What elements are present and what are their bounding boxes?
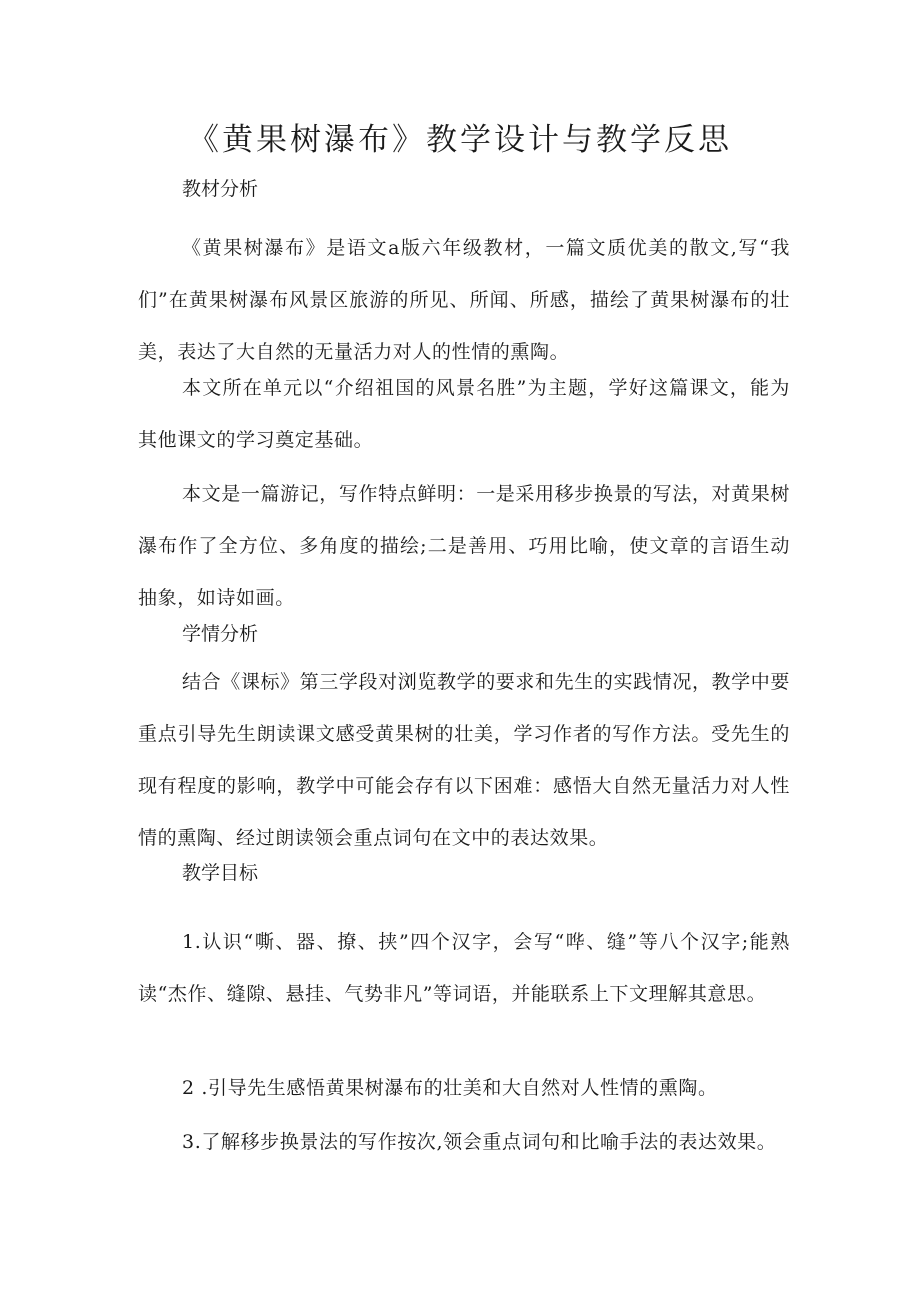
section-heading-students: 学情分析 <box>182 623 259 645</box>
paragraph-materials-1: 《黄果树瀑布》是语文a版六年级教材，一篇文质优美的散文,写“我们”在黄果树瀑布风景区旅游的所见、所闻、所感，描绘了黄果树瀑布的壮美，表达了大自然的无量活力对人的性情的熏陶。 <box>138 237 790 363</box>
document-title: 《黄果树瀑布》教学设计与教学反思 <box>188 122 732 158</box>
paragraph-students-1: 结合《课标》第三学段对浏览教学的要求和先生的实践情况，教学中要重点引导先生朗读课文感受黄果树的壮美，学习作者的写作方法。受先生的现有程度的影响，教学中可能会存有以下困难：感悟大自然无量活力对人性情的熏陶、经过朗读领会重点词句在文中的表达效果。 <box>138 671 790 849</box>
paragraph-materials-3: 本文是一篇游记，写作特点鲜明：一是采用移步换景的写法，对黄果树瀑布作了全方位、多角度的描绘;二是善用、巧用比喻，使文章的言语生动抽象，如诗如画。 <box>138 483 790 609</box>
paragraph-materials-2: 本文所在单元以“介绍祖国的风景名胜”为主题，学好这篇课文，能为其他课文的学习奠定基础。 <box>138 377 790 451</box>
section-heading-materials: 教材分析 <box>182 178 259 200</box>
goal-item-3: 3.了解移步换景法的写作按次,领会重点词句和比喻手法的表达效果。 <box>182 1131 777 1153</box>
section-heading-goals: 教学目标 <box>182 862 259 884</box>
goal-item-1: 1.认识“嘶、器、撩、挟”四个汉字，会写“哗、缝”等八个汉字;能熟读“杰作、缝隙、悬挂、气势非凡”等词语，并能联系上下文理解其意思。 <box>138 931 790 1005</box>
goal-item-2: 2 .引导先生感悟黄果树瀑布的壮美和大自然对人性情的熏陶。 <box>182 1077 718 1099</box>
